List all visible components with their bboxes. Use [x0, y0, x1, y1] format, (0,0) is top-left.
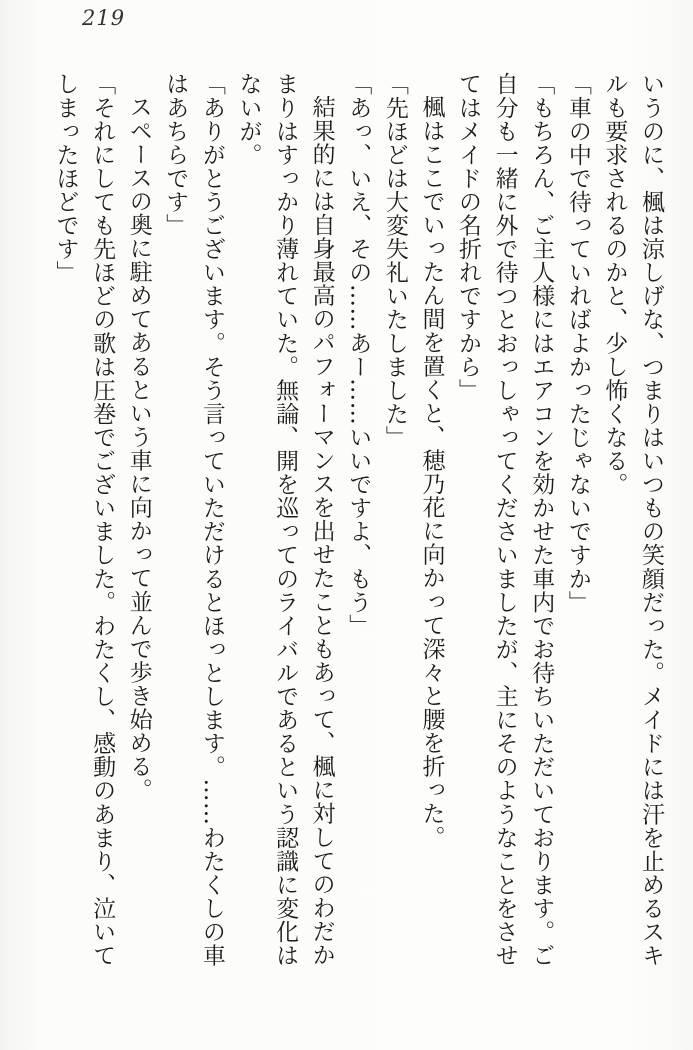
text-column: しまったほどです」: [52, 72, 79, 284]
text-column: 「ありがとうございます。そう言っていただけるとほっとします。……わたくしの車: [198, 72, 225, 967]
text-column: ないが。: [235, 72, 262, 167]
text-column: 自分も一緒に外で待つとおっしゃってくださいましたが、主にそのようなことをさせ: [491, 72, 518, 967]
text-column: てはメイドの名折れですから」: [455, 72, 482, 402]
text-column: 「車の中で待っていればよかったじゃないですか」: [564, 72, 591, 614]
page-number: 219: [82, 6, 126, 30]
text-column: ルも要求されるのかと、少し怖くなる。: [601, 72, 628, 496]
text-column: いうのに、楓は涼しげな、つまりはいつもの笑顔だった。メイドには汗を止めるスキ: [638, 72, 664, 967]
text-column: はあちらです」: [162, 72, 189, 237]
text-column: まりはすっかり薄れていた。無論、開を巡ってのライバルであるという認識に変化は: [272, 72, 299, 967]
text-column: 「もちろん、ご主人様にはエアコンを効かせた車内でお待ちいただいております。ご: [528, 72, 555, 967]
text-column: 楓はここでいったん間を置くと、穂乃花に向かって深々と腰を折った。: [418, 95, 445, 849]
text-column: 「それにしても先ほどの歌は圧巻でございました。わたくし、感動のあまり、泣いて: [89, 72, 116, 967]
text-column: 結果的には自身最高のパフォーマンスを出せたこともあって、楓に対してのわだか: [308, 95, 335, 967]
text-column: スペースの奥に駐めてあるという車に向かって並んで歩き始める。: [125, 95, 152, 802]
text-column: 「先ほどは大変失礼いたしました」: [381, 72, 408, 449]
vertical-text-block: [47, 72, 669, 1002]
text-column: 「あっ、いえ、その……あー……いいですよ、もう」: [345, 72, 372, 638]
